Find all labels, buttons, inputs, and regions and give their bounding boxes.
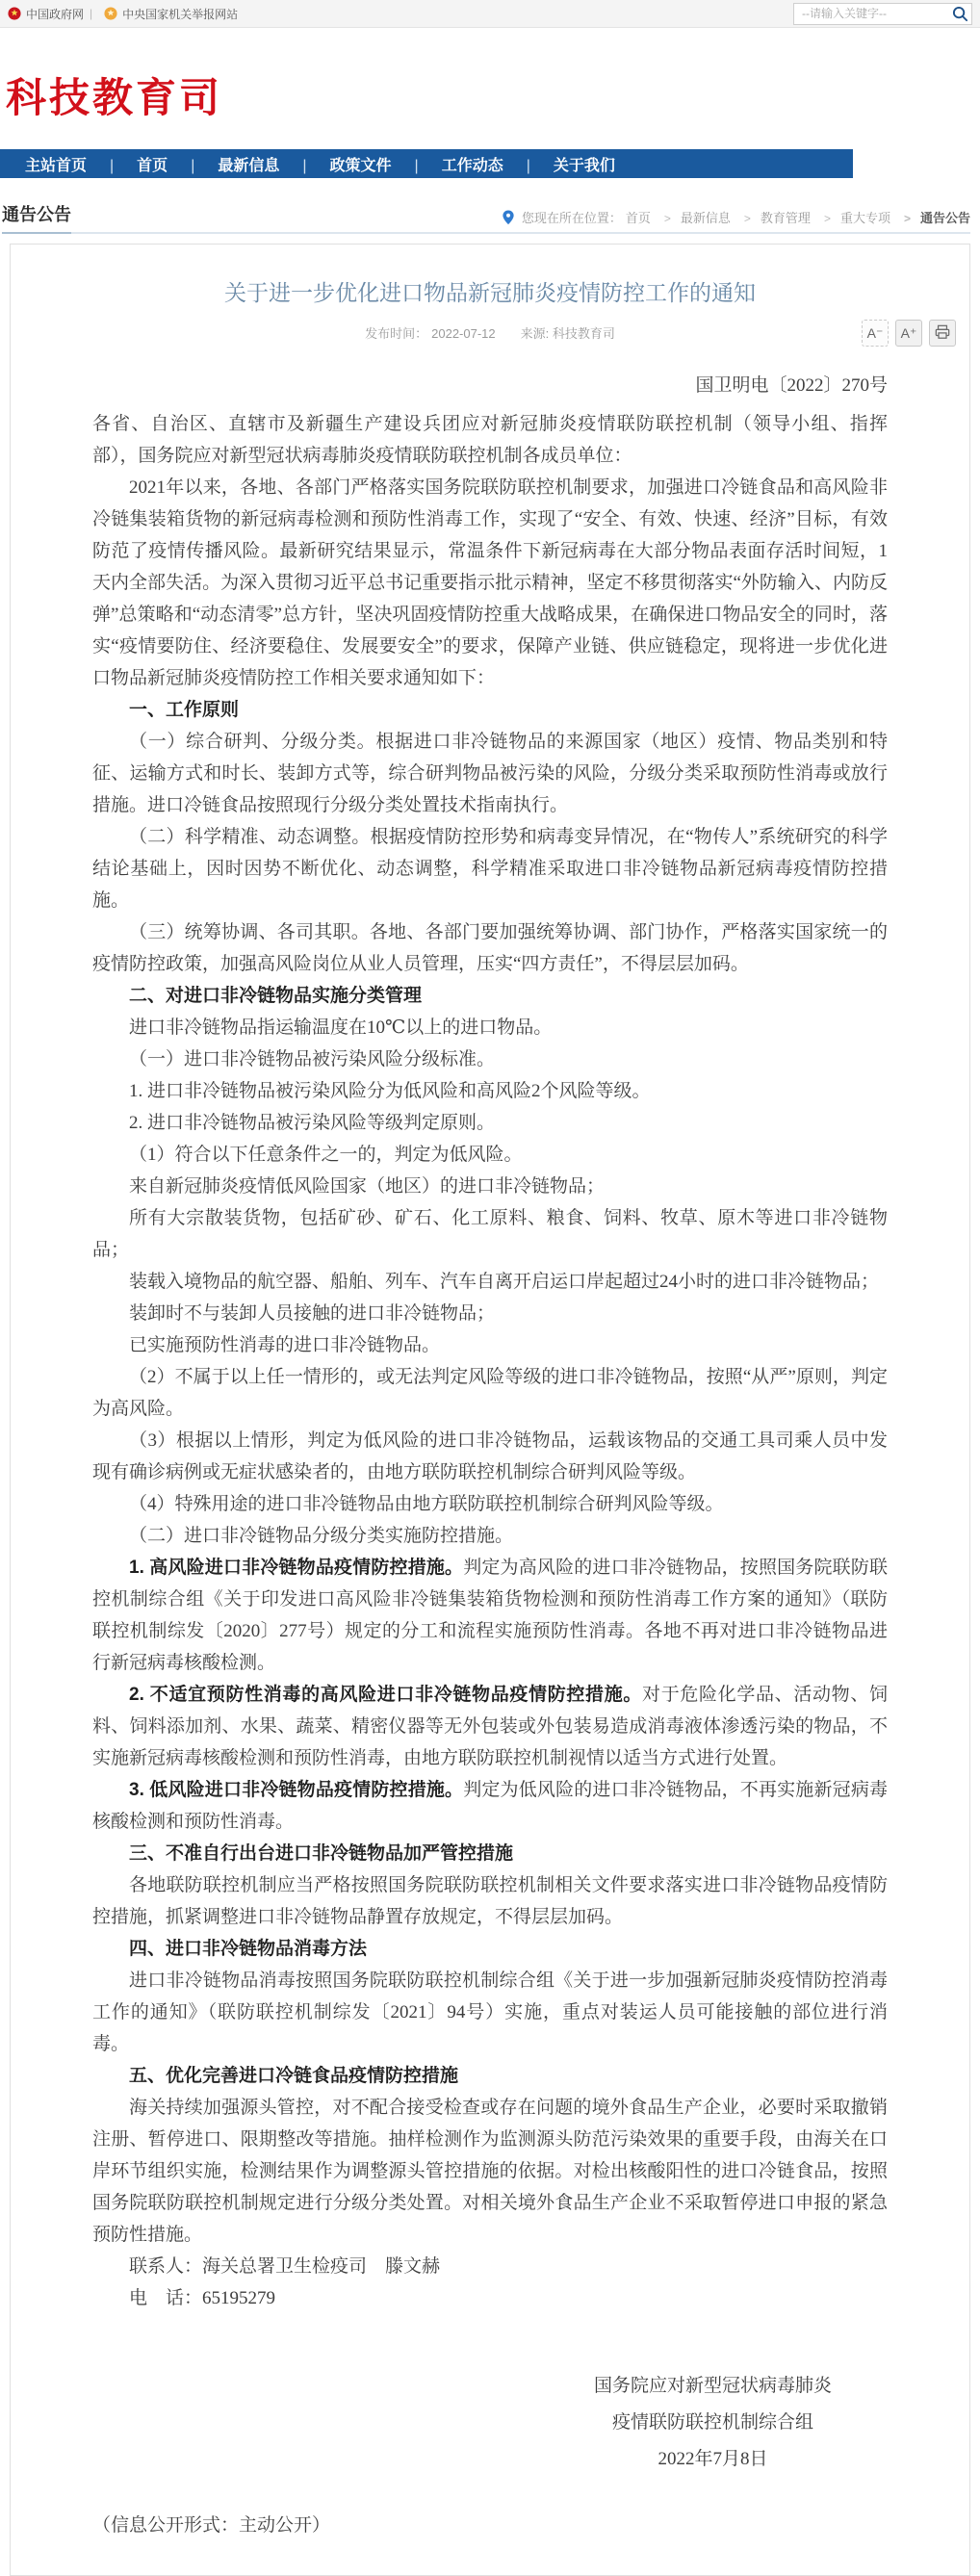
- paragraph: 2021年以来，各地、各部门严格落实国务院联防联控机制要求，加强进口冷链食品和高风险非冷链集装箱货物的新冠病毒检测和预防性消毒工作，实现了“安全、有效、快速、经济”目标，有效防范了疫情传播风险。最新研究结果显示，常温条件下新冠病毒在大部分物品表面存活时间短，1天内全部失活。为深入贯彻习近平总书记重要指示批示精神，坚定不移贯彻落实“外防输入、内防反弹”总策略和“动态清零”总方针，坚决巩固疫情防控重大战略成果，在确保进口物品安全的同时，落实“疫情要防住、经济要稳住、发展要安全”的要求，保障产业链、供应链稳定，现将进一步优化进口物品新冠肺炎疫情防控工作相关要求通知如下：: [92, 477, 888, 688]
- article-meta: [92, 323, 888, 342]
- search-icon[interactable]: [952, 6, 968, 22]
- section-title: 通告公告: [2, 201, 71, 234]
- nav-item-policy-docs[interactable]: | 政策文件: [279, 153, 391, 175]
- print-button[interactable]: [929, 320, 956, 347]
- paragraph: 海关持续加强源头管控，对不配合接受检查或存在问题的境外食品生产企业，必要时采取撤销注册、暂停进口、限期整改等措施。抽样检测作为监测源头防范污染效果的重要手段，由海关在口岸环节组织实施，检测结果作为调整源头管控措施的依据。对检出核酸阳性的进口冷链食品，按照国务院联防联控机制规定进行分级分类处置。对相关境外食品生产企业不采取暂停进口申报的紧急预防性措施。: [92, 2098, 888, 2245]
- section-heading: 四、进口非冷链物品消毒方法: [129, 1939, 368, 1959]
- nav-item-latest-info[interactable]: | 最新信息: [168, 153, 279, 175]
- paragraph: 所有大宗散装货物，包括矿砂、矿石、化工原料、粮食、饲料、牧草、原木等进口非冷链物品；: [92, 1208, 888, 1260]
- article-title: 关于进一步优化进口物品新冠肺炎疫情防控工作的通知: [224, 280, 756, 305]
- signature-line-2: 疫情联防联控机制综合组: [611, 2412, 813, 2433]
- paragraph: （一）进口非冷链物品被污染风险分级标准。: [129, 1049, 496, 1069]
- section-heading: 三、不准自行出台进口非冷链物品加严管控措施: [129, 1843, 514, 1864]
- breadcrumb-link-education-mgmt[interactable]: > 教育管理: [735, 208, 811, 226]
- paragraph: （三）统筹协调、各司其职。各地、各部门要加强统筹协调、部门协作，严格落实国家统一的疫情防控政策，加强高风险岗位从业人员管理，压实“四方责任”，不得层层加码。: [92, 922, 888, 974]
- search-box: [793, 3, 972, 25]
- article-tools: [855, 320, 956, 347]
- main-nav: [0, 149, 853, 178]
- breadcrumb-row: [2, 201, 970, 234]
- paragraph: 进口非冷链物品指运输温度在10℃以上的进口物品。: [129, 1018, 553, 1038]
- topbar-separator: |: [90, 7, 93, 20]
- disclosure-note: （信息公开形式：主动公开）: [92, 2515, 331, 2536]
- nav-item-main-home[interactable]: 主站首页: [25, 157, 88, 174]
- paragraph: （二）进口非冷链物品分级分类实施防控措施。: [129, 1526, 514, 1546]
- paragraph: 2. 进口非冷链物品被污染风险等级判定原则。: [129, 1113, 496, 1133]
- paragraph-lead: 3. 低风险进口非冷链物品疫情防控措施。: [129, 1780, 464, 1800]
- report-site-icon: [104, 7, 117, 20]
- breadcrumb: [503, 208, 970, 226]
- paragraph: （2）不属于以上任一情形的，或无法判定风险等级的进口非冷链物品，按照“从严”原则，判定为高风险。: [92, 1367, 888, 1419]
- site-title: 科技教育司: [6, 75, 223, 120]
- source-value: 科技教育司: [552, 326, 615, 341]
- national-emblem-icon: [8, 7, 21, 20]
- section-heading: 五、优化完善进口冷链食品疫情防控措施: [129, 2066, 459, 2086]
- paragraph: （二）科学精准、动态调整。根据疫情防控形势和病毒变异情况，在“物传人”系统研究的科学结论基础上，因时因势不断优化、动态调整，科学精准采取进口非冷链物品新冠病毒疫情防控措施。: [92, 827, 888, 911]
- nav-item-about-us[interactable]: | 关于我们: [503, 153, 615, 175]
- signature-line-1: 国务院应对新型冠状病毒肺炎: [593, 2376, 832, 2396]
- section-heading: 一、工作原则: [129, 700, 240, 720]
- nav-item-work-trends[interactable]: | 工作动态: [392, 153, 503, 175]
- paragraph: 已实施预防性消毒的进口非冷链物品。: [129, 1335, 441, 1355]
- paragraph: 2. 不适宜预防性消毒的高风险进口非冷链物品疫情防控措施。对于危险化学品、活动物、饲料、饲料添加剂、水果、蔬菜、精密仪器等无外包装或外包装易造成消毒液体渗透污染的物品，不实施新冠病毒核酸检测和预防性消毒，由地方联防联控机制视情以适当方式进行处置。: [92, 1685, 888, 1768]
- breadcrumb-link-major-projects[interactable]: > 重大专项: [814, 208, 890, 226]
- paragraph: 装卸时不与装卸人员接触的进口非冷链物品；: [129, 1303, 496, 1324]
- paragraph: （一）综合研判、分级分类。根据进口非冷链物品的来源国家（地区）疫情、物品类别和特征、运输方式和时长、装卸方式等，综合研判物品被污染的风险，分级分类采取预防性消毒或放行措施。进口冷链食品按照现行分级分类处置技术指南执行。: [92, 732, 888, 815]
- font-smaller-button[interactable]: A⁻: [862, 320, 889, 347]
- paragraph: 联系人：海关总署卫生检疫司 滕文赫: [129, 2256, 441, 2277]
- nav-item-home[interactable]: | 首页: [87, 153, 168, 175]
- paragraph-lead: 2. 不适宜预防性消毒的高风险进口非冷链物品疫情防控措施。: [129, 1685, 643, 1705]
- topbar-link-label: 中国政府网: [26, 7, 85, 21]
- paragraph-lead: 1. 高风险进口非冷链物品疫情防控措施。: [129, 1558, 464, 1578]
- article-panel: [10, 244, 970, 2576]
- signature-block: [92, 2368, 888, 2478]
- section-heading: 二、对进口非冷链物品实施分类管理: [129, 986, 423, 1006]
- paragraph: 1. 高风险进口非冷链物品疫情防控措施。判定为高风险的进口非冷链物品，按照国务院联防联控机制综合组《关于印发进口高风险非冷链集装箱货物检测和预防性消毒工作方案的通知》（联防联控机制综发〔2020〕277号）规定的分工和流程实施预防性消毒。各地不再对进口非冷链物品进行新冠病毒核酸检测。: [92, 1558, 888, 1673]
- paragraph: 各地联防联控机制应当严格按照国务院联防联控机制相关文件要求落实进口非冷链物品疫情防控措施，抓紧调整进口非冷链物品静置存放规定，不得层层加码。: [92, 1875, 888, 1927]
- paragraph: （1）符合以下任意条件之一的，判定为低风险。: [129, 1145, 523, 1165]
- paragraph: （3）根据以上情形，判定为低风险的进口非冷链物品，运载该物品的交通工具司乘人员中发现有确诊病例或无症状感染者的，由地方联防联控机制综合研判风险等级。: [92, 1430, 888, 1482]
- topbar-link-label: 中央国家机关举报网站: [122, 7, 239, 21]
- paragraph: 1. 进口非冷链物品被污染风险分为低风险和高风险2个风险等级。: [129, 1081, 651, 1101]
- paragraph: （4）特殊用途的进口非冷链物品由地方联防联控机制综合研判风险等级。: [129, 1494, 724, 1514]
- breadcrumb-link-latest-info[interactable]: > 最新信息: [655, 208, 731, 226]
- topbar-link-gov[interactable]: [8, 6, 84, 22]
- printer-icon: [935, 324, 950, 343]
- paragraph: 装载入境物品的航空器、船舶、列车、汽车自离开启运口岸起超过24小时的进口非冷链物品；: [129, 1272, 880, 1292]
- breadcrumb-link-home[interactable]: 首页: [625, 211, 651, 225]
- font-larger-button[interactable]: A⁺: [895, 320, 922, 347]
- source-label: 来源:: [520, 326, 553, 341]
- breadcrumb-location-label: 您现在所在位置：: [521, 211, 622, 225]
- search-input[interactable]: [793, 3, 972, 25]
- publish-time-label: 发布时间：: [365, 326, 428, 341]
- publish-date: 2022-07-12: [431, 326, 496, 341]
- paragraph: 来自新冠肺炎疫情低风险国家（地区）的进口非冷链物品；: [129, 1176, 606, 1197]
- signature-date: 2022年7月8日: [658, 2449, 768, 2469]
- breadcrumb-current: > 通告公告: [894, 208, 970, 226]
- paragraph: 电 话：65195279: [129, 2288, 276, 2308]
- paragraph: 进口非冷链物品消毒按照国务院联防联控机制综合组《关于进一步加强新冠肺炎疫情防控消毒工作的通知》（联防联控机制综发〔2021〕94号）实施，重点对装运人员可能接触的部位进行消毒。: [92, 1971, 888, 2054]
- location-pin-icon: [503, 210, 514, 225]
- paragraph: 3. 低风险进口非冷链物品疫情防控措施。判定为低风险的进口非冷链物品，不再实施新冠病毒核酸检测和预防性消毒。: [92, 1780, 888, 1832]
- document-number: 国卫明电〔2022〕270号: [695, 375, 888, 396]
- paragraph: 各省、自治区、直辖市及新疆生产建设兵团应对新冠肺炎疫情联防联控机制（领导小组、指挥部），国务院应对新型冠状病毒肺炎疫情联防联控机制各成员单位：: [92, 414, 888, 466]
- topbar-link-report[interactable]: [104, 6, 238, 22]
- article-body: [92, 408, 888, 2314]
- topbar: [0, 0, 980, 28]
